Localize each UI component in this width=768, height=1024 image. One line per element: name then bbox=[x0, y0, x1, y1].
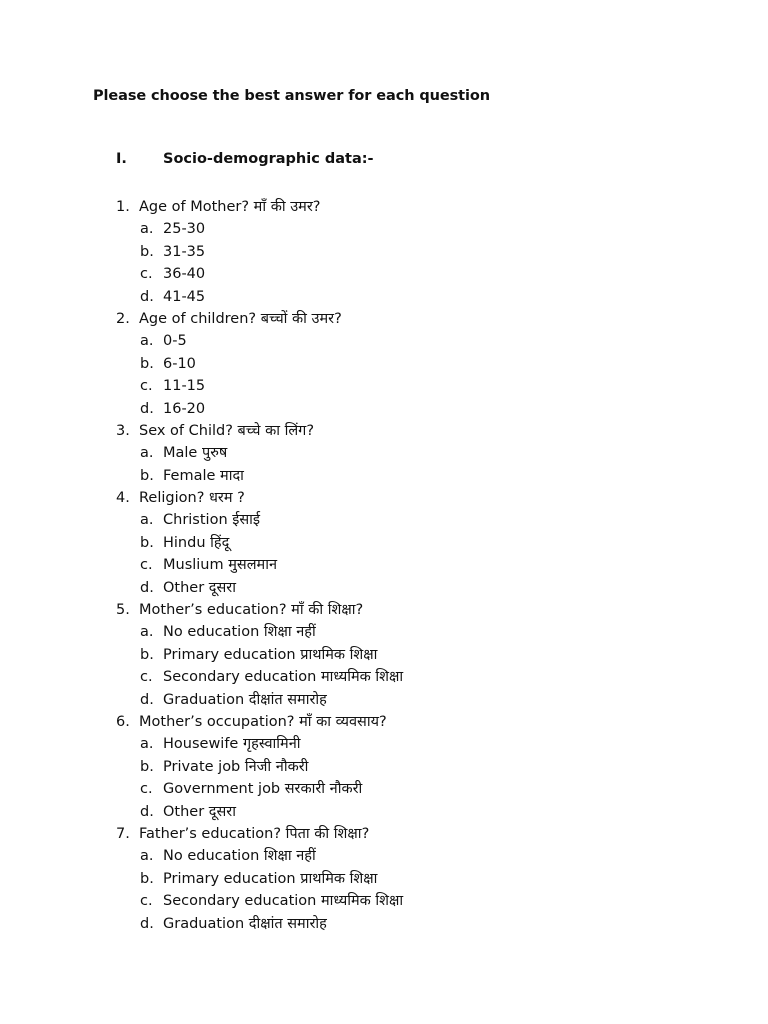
option-letter: b. bbox=[140, 758, 154, 775]
option-text: Primary education प्राथमिक शिक्षा bbox=[163, 870, 378, 887]
answer-option[interactable] bbox=[116, 845, 736, 867]
option-letter: c. bbox=[140, 893, 153, 910]
option-letter: d. bbox=[140, 579, 154, 596]
option-letter: c. bbox=[140, 669, 153, 686]
option-letter: d. bbox=[140, 400, 154, 417]
question-number: 7. bbox=[116, 825, 130, 842]
question-text: Mother’s occupation? माँ का व्यवसाय? bbox=[139, 713, 387, 730]
answer-option[interactable] bbox=[116, 868, 736, 890]
question-7 bbox=[116, 823, 736, 845]
question-list bbox=[116, 196, 736, 935]
answer-option[interactable] bbox=[116, 465, 736, 487]
question-text: Age of Mother? माँ की उमर? bbox=[139, 199, 321, 215]
option-letter: c. bbox=[140, 266, 153, 283]
question-number: 1. bbox=[116, 199, 130, 215]
option-text: No education शिक्षा नहीं bbox=[163, 848, 316, 865]
answer-option[interactable] bbox=[116, 442, 736, 464]
answer-option[interactable] bbox=[116, 353, 736, 375]
option-text: Male पुरुष bbox=[163, 445, 228, 462]
option-text: 6-10 bbox=[163, 355, 196, 372]
answer-option[interactable] bbox=[116, 375, 736, 397]
answer-option[interactable] bbox=[116, 218, 736, 240]
answer-option[interactable] bbox=[116, 733, 736, 755]
option-text: Other दूसरा bbox=[163, 803, 236, 820]
answer-option[interactable] bbox=[116, 913, 736, 935]
question-text: Mother’s education? माँ की शिक्षा? bbox=[139, 602, 364, 619]
question-text: Sex of Child? बच्चे का लिंग? bbox=[139, 422, 315, 439]
section-heading bbox=[116, 151, 374, 167]
option-letter: b. bbox=[140, 243, 154, 260]
question-2 bbox=[116, 308, 736, 330]
option-text: Housewife गृहस्वामिनी bbox=[163, 736, 301, 753]
question-number: 6. bbox=[116, 713, 130, 730]
question-text: Father’s education? पिता की शिक्षा? bbox=[139, 825, 370, 842]
option-text: Graduation दीक्षांत समारोह bbox=[163, 691, 327, 708]
option-text: 25-30 bbox=[163, 221, 206, 238]
option-letter: a. bbox=[140, 624, 154, 641]
option-letter: d. bbox=[140, 803, 154, 820]
option-letter: a. bbox=[140, 333, 154, 350]
answer-option[interactable] bbox=[116, 689, 736, 711]
option-letter: c. bbox=[140, 557, 153, 574]
answer-option[interactable] bbox=[116, 509, 736, 531]
option-text: Female मादा bbox=[163, 467, 244, 484]
option-letter: d. bbox=[140, 288, 154, 305]
option-text: Private job निजी नौकरी bbox=[163, 758, 309, 775]
question-3 bbox=[116, 420, 736, 442]
option-text: Hindu हिंदू bbox=[163, 534, 230, 551]
option-text: 41-45 bbox=[163, 288, 206, 305]
option-letter: c. bbox=[140, 781, 153, 798]
answer-option[interactable] bbox=[116, 577, 736, 599]
answer-option[interactable] bbox=[116, 621, 736, 643]
answer-option[interactable] bbox=[116, 644, 736, 666]
question-text: Religion? धरम ? bbox=[139, 490, 245, 507]
question-1 bbox=[116, 196, 736, 218]
option-text: No education शिक्षा नहीं bbox=[163, 624, 316, 641]
option-text: Secondary education माध्यमिक शिक्षा bbox=[163, 669, 404, 686]
question-text: Age of children? बच्चों की उमर? bbox=[139, 310, 342, 327]
option-text: 11-15 bbox=[163, 378, 206, 395]
option-text: 0-5 bbox=[163, 333, 187, 350]
question-4 bbox=[116, 487, 736, 509]
option-text: Graduation दीक्षांत समारोह bbox=[163, 915, 327, 932]
question-6 bbox=[116, 711, 736, 733]
answer-option[interactable] bbox=[116, 890, 736, 912]
option-text: Muslium मुसलमान bbox=[163, 557, 278, 574]
answer-option[interactable] bbox=[116, 330, 736, 352]
instruction-heading: Please choose the best answer for each question bbox=[93, 88, 490, 104]
option-text: 16-20 bbox=[163, 400, 206, 417]
option-letter: a. bbox=[140, 221, 154, 238]
option-text: Secondary education माध्यमिक शिक्षा bbox=[163, 893, 404, 910]
question-number: 3. bbox=[116, 422, 130, 439]
option-letter: a. bbox=[140, 512, 154, 529]
question-5 bbox=[116, 599, 736, 621]
option-letter: a. bbox=[140, 848, 154, 865]
answer-option[interactable] bbox=[116, 778, 736, 800]
option-letter: c. bbox=[140, 378, 153, 395]
option-letter: a. bbox=[140, 736, 154, 753]
option-text: Christion ईसाई bbox=[163, 512, 261, 529]
option-letter: b. bbox=[140, 355, 154, 372]
question-number: 2. bbox=[116, 310, 130, 327]
answer-option[interactable] bbox=[116, 286, 736, 308]
option-letter: a. bbox=[140, 445, 154, 462]
option-letter: d. bbox=[140, 691, 154, 708]
answer-option[interactable] bbox=[116, 554, 736, 576]
option-text: Government job सरकारी नौकरी bbox=[163, 781, 363, 798]
answer-option[interactable] bbox=[116, 801, 736, 823]
answer-option[interactable] bbox=[116, 666, 736, 688]
option-letter: b. bbox=[140, 534, 154, 551]
answer-option[interactable] bbox=[116, 241, 736, 263]
question-number: 5. bbox=[116, 602, 130, 619]
option-letter: b. bbox=[140, 646, 154, 663]
question-number: 4. bbox=[116, 490, 130, 507]
option-text: 36-40 bbox=[163, 266, 206, 283]
option-letter: b. bbox=[140, 467, 154, 484]
answer-option[interactable] bbox=[116, 263, 736, 285]
section-title: Socio-demographic data:- bbox=[163, 151, 374, 167]
option-letter: d. bbox=[140, 915, 154, 932]
section-number: I. bbox=[116, 151, 127, 167]
answer-option[interactable] bbox=[116, 532, 736, 554]
option-text: 31-35 bbox=[163, 243, 206, 260]
option-letter: b. bbox=[140, 870, 154, 887]
answer-option[interactable] bbox=[116, 756, 736, 778]
option-text: Other दूसरा bbox=[163, 579, 236, 596]
answer-option[interactable] bbox=[116, 398, 736, 420]
option-text: Primary education प्राथमिक शिक्षा bbox=[163, 646, 378, 663]
